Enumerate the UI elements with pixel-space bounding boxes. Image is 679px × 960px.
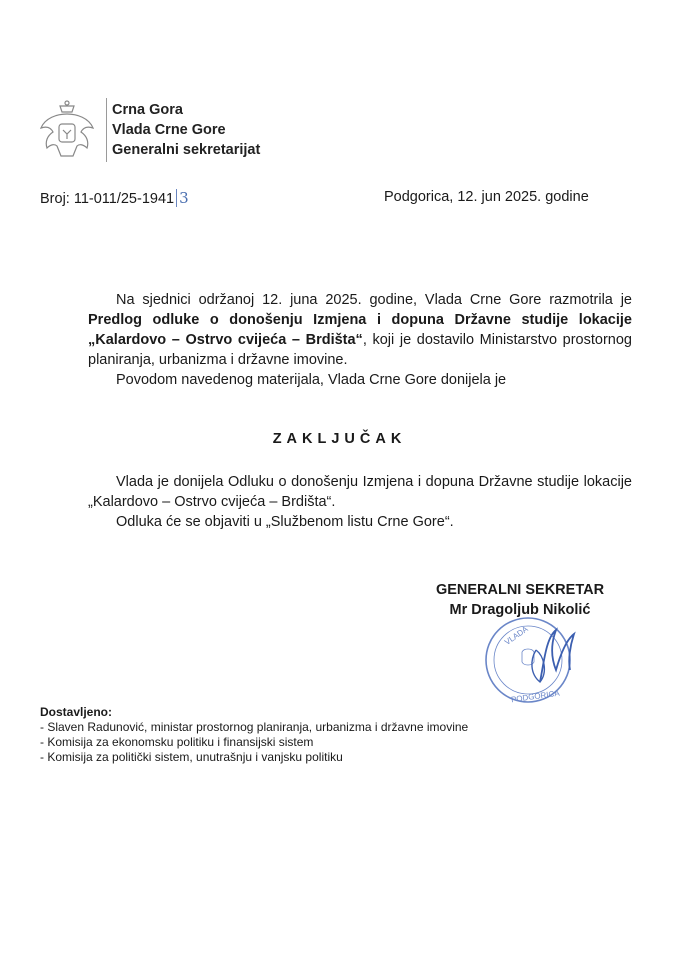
decision-text: Vlada je donijela Odluku o donošenju Izmjena i dopuna Državne studije lokacije „Kalardovo – Ostrvo cvijeća – Brdišta“. (88, 474, 632, 510)
distribution-item: - Slaven Radunović, ministar prostornog planiranja, urbanizma i državne imovine (40, 720, 469, 734)
official-stamp-icon (478, 610, 584, 706)
distribution-item: - Komisija za ekonomsku politiku i finansijski sistem (40, 735, 314, 749)
org-country: Crna Gora (112, 102, 183, 118)
reference-number-text: Broj: 11-011/25-1941 (40, 191, 175, 207)
intro-text-2: , koji je dostavilo Ministarstvo prostornog planiranja, urbanizma i državne imovine. (88, 332, 632, 368)
intro-text-1: Na sjednici održanoj 12. juna 2025. godine, Vlada Crne Gore razmotrila je (116, 292, 632, 308)
svg-text:VLADA: VLADA (503, 624, 530, 647)
publication-text: Odluka će se objaviti u „Službenom listu Crne Gore“. (116, 514, 454, 530)
paragraph-adopted: Povodom navedenog materijala, Vlada Crne Gore donijela je (116, 372, 507, 388)
distribution-list (40, 705, 468, 765)
signatory-name: Mr Dragoljub Nikolić (449, 602, 591, 618)
paragraph-decision (88, 472, 632, 532)
reference-number (40, 189, 189, 207)
header-divider (106, 98, 107, 162)
org-department: Generalni sekretarijat (112, 142, 261, 158)
coat-of-arms-icon (36, 98, 98, 160)
distribution-item: - Komisija za politički sistem, unutrašnju i vanjsku politiku (40, 750, 343, 764)
intro-bold-subject: Predlog odluke o donošenju Izmjena i dopuna Državne studije lokacije „Kalardovo – Ostrvo cvijeća – Brdišta“ (88, 312, 632, 348)
svg-text:PODGORICA: PODGORICA (510, 688, 561, 705)
handwritten-mark: 3 (176, 189, 189, 207)
distribution-heading: Dostavljeno: (40, 705, 113, 719)
signatory-title: GENERALNI SEKRETAR (435, 582, 605, 598)
org-government: Vlada Crne Gore (112, 122, 226, 138)
organization-block (112, 100, 260, 160)
conclusion-title: ZAKLJUČAK (272, 431, 407, 447)
place-date: Podgorica, 12. jun 2025. godine (384, 189, 589, 205)
paragraph-intro (88, 290, 632, 390)
